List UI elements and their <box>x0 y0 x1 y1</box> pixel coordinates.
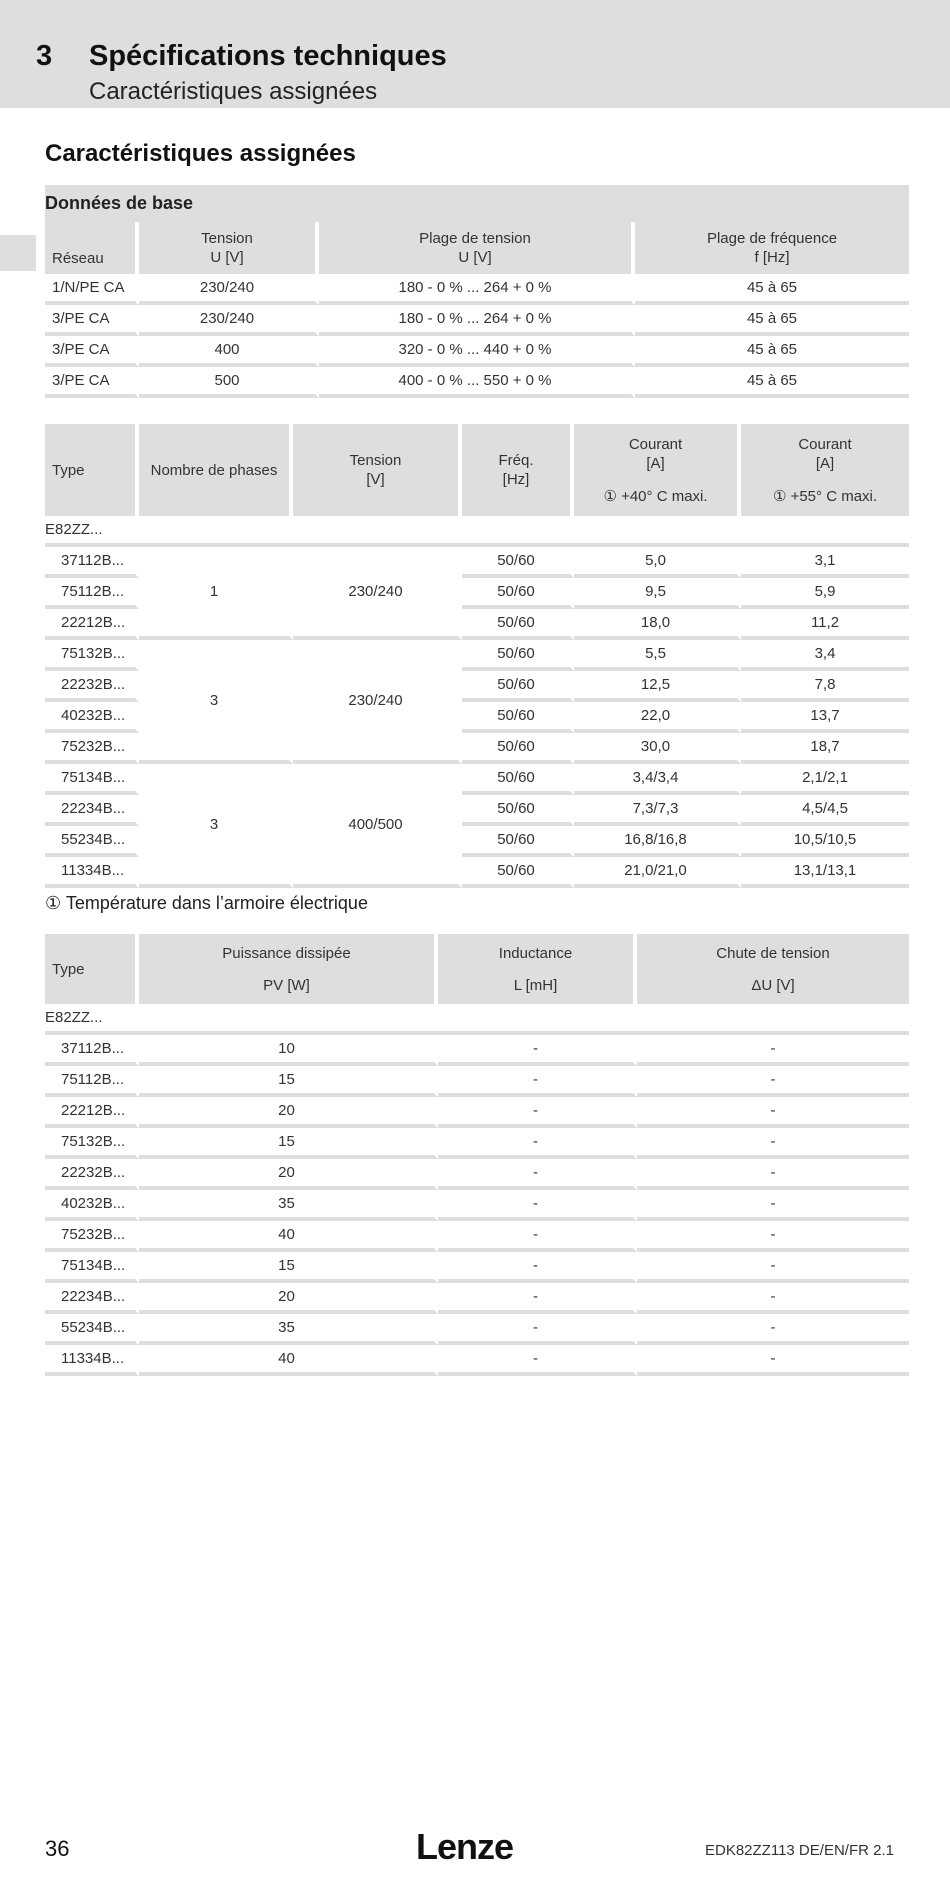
cell-power-loss: 10 <box>139 1035 438 1066</box>
cell-frequency: 50/60 <box>462 671 574 702</box>
cell-voltage: 230/240 <box>293 640 462 764</box>
header-note: ① +55° C maxi. <box>772 487 878 505</box>
cell-current-40: 7,3/7,3 <box>574 795 741 826</box>
header-label: Courant <box>798 435 852 453</box>
table-row <box>45 336 909 367</box>
cell-power-loss: 35 <box>139 1314 438 1345</box>
col-header-voltage-range <box>319 222 635 274</box>
cell-current-40: 21,0/21,0 <box>574 857 741 888</box>
col-header-type: Type <box>45 934 139 1004</box>
header-unit: f [Hz] <box>754 249 790 266</box>
chapter-title: Spécifications techniques <box>89 40 447 72</box>
cell-current-55: 18,7 <box>741 733 909 764</box>
cell-voltage-drop: - <box>637 1221 909 1252</box>
col-header-frequency-range <box>635 222 909 274</box>
cell-type: 75134B... <box>45 1252 139 1283</box>
cell-type: 22234B... <box>45 795 139 826</box>
cell-voltage-range: 320 - 0 % ... 440 + 0 % <box>319 336 635 367</box>
header-unit: L [mH] <box>513 976 558 994</box>
cell-current-55: 5,9 <box>741 578 909 609</box>
cell-inductance: - <box>438 1066 637 1097</box>
current-table <box>45 424 909 888</box>
cell-network: 1/N/PE CA <box>45 274 139 305</box>
cell-frequency-range: 45 à 65 <box>635 305 909 336</box>
table-row <box>45 1314 909 1345</box>
cell-inductance: - <box>438 1190 637 1221</box>
cell-frequency-range: 45 à 65 <box>635 367 909 398</box>
table-row <box>45 1128 909 1159</box>
cell-type: 22232B... <box>45 671 139 702</box>
cell-type: 55234B... <box>45 826 139 857</box>
header-note: ① +40° C maxi. <box>603 487 708 505</box>
cell-network: 3/PE CA <box>45 336 139 367</box>
cell-inductance: - <box>438 1159 637 1190</box>
cell-type: 37112B... <box>45 1035 139 1066</box>
cell-inductance: - <box>438 1283 637 1314</box>
cell-type: 75232B... <box>45 733 139 764</box>
cell-type: 40232B... <box>45 702 139 733</box>
table-row <box>45 1035 909 1066</box>
col-header-current-55 <box>741 424 909 516</box>
footnote: ① Température dans l’armoire électrique <box>45 893 368 913</box>
page-header <box>0 0 950 108</box>
cell-type: 22212B... <box>45 609 139 640</box>
cell-inductance: - <box>438 1221 637 1252</box>
header-unit: [V] <box>366 471 385 488</box>
cell-type: 22212B... <box>45 1097 139 1128</box>
cell-voltage: 230/240 <box>139 305 319 336</box>
header-label: Puissance dissipée <box>222 944 351 962</box>
lenze-logo: Lenze <box>416 1826 514 1867</box>
cell-inductance: - <box>438 1314 637 1345</box>
cell-inductance: - <box>438 1345 637 1376</box>
col-header-network: Réseau <box>45 222 139 274</box>
col-header-type: Type <box>45 424 139 516</box>
cell-current-40: 5,5 <box>574 640 741 671</box>
cell-current-40: 18,0 <box>574 609 741 640</box>
cell-power-loss: 35 <box>139 1190 438 1221</box>
cell-voltage-drop: - <box>637 1128 909 1159</box>
group-label: E82ZZ... <box>45 1004 909 1035</box>
cell-frequency-range: 45 à 65 <box>635 336 909 367</box>
cell-voltage: 400/500 <box>293 764 462 888</box>
cell-voltage-drop: - <box>637 1314 909 1345</box>
col-header-current-40 <box>574 424 741 516</box>
cell-power-loss: 20 <box>139 1097 438 1128</box>
cell-current-55: 13,7 <box>741 702 909 733</box>
cell-frequency: 50/60 <box>462 578 574 609</box>
header-label: Courant <box>628 435 683 453</box>
side-thumb-tab <box>0 235 36 271</box>
cell-frequency: 50/60 <box>462 826 574 857</box>
cell-voltage-range: 180 - 0 % ... 264 + 0 % <box>319 305 635 336</box>
cell-frequency: 50/60 <box>462 702 574 733</box>
cell-inductance: - <box>438 1128 637 1159</box>
cell-current-40: 12,5 <box>574 671 741 702</box>
col-header-voltage-drop <box>637 934 909 1004</box>
header-label: Tension <box>201 230 253 247</box>
header-label: Plage de tension <box>419 230 531 247</box>
cell-voltage-drop: - <box>637 1097 909 1128</box>
cell-type: 37112B... <box>45 547 139 578</box>
header-unit: ΔU [V] <box>751 976 795 994</box>
cell-power-loss: 15 <box>139 1128 438 1159</box>
cell-voltage: 230/240 <box>293 547 462 640</box>
cell-power-loss: 40 <box>139 1221 438 1252</box>
header-unit: [A] <box>815 454 835 472</box>
table-row <box>45 367 909 398</box>
cell-current-55: 7,8 <box>741 671 909 702</box>
cell-power-loss: 15 <box>139 1066 438 1097</box>
base-data-table <box>45 185 909 398</box>
cell-voltage-drop: - <box>637 1283 909 1314</box>
cell-type: 75112B... <box>45 1066 139 1097</box>
cell-voltage-drop: - <box>637 1190 909 1221</box>
table-row <box>45 1190 909 1221</box>
cell-frequency: 50/60 <box>462 609 574 640</box>
col-header-frequency <box>462 424 574 516</box>
header-unit: PV [W] <box>263 976 310 994</box>
cell-current-55: 3,1 <box>741 547 909 578</box>
cell-type: 75112B... <box>45 578 139 609</box>
header-unit: U [V] <box>210 249 244 266</box>
cell-voltage-range: 180 - 0 % ... 264 + 0 % <box>319 274 635 305</box>
cell-current-55: 4,5/4,5 <box>741 795 909 826</box>
table-row <box>45 764 909 795</box>
cell-power-loss: 15 <box>139 1252 438 1283</box>
cell-phases: 1 <box>139 547 293 640</box>
cell-current-40: 9,5 <box>574 578 741 609</box>
header-label: Chute de tension <box>716 944 830 962</box>
cell-phases: 3 <box>139 764 293 888</box>
cell-frequency: 50/60 <box>462 547 574 578</box>
col-header-voltage <box>139 222 319 274</box>
header-unit: U [V] <box>458 249 492 266</box>
table-row <box>45 1221 909 1252</box>
cell-current-55: 11,2 <box>741 609 909 640</box>
table-row <box>45 305 909 336</box>
cell-current-40: 5,0 <box>574 547 741 578</box>
cell-voltage: 230/240 <box>139 274 319 305</box>
cell-frequency: 50/60 <box>462 733 574 764</box>
cell-type: 75232B... <box>45 1221 139 1252</box>
cell-voltage-range: 400 - 0 % ... 550 + 0 % <box>319 367 635 398</box>
cell-type: 11334B... <box>45 857 139 888</box>
cell-frequency-range: 45 à 65 <box>635 274 909 305</box>
cell-type: 55234B... <box>45 1314 139 1345</box>
document-reference: EDK82ZZ113 DE/EN/FR 2.1 <box>705 1842 894 1859</box>
col-header-inductance <box>438 934 637 1004</box>
cell-voltage-drop: - <box>637 1066 909 1097</box>
cell-type: 75132B... <box>45 640 139 671</box>
cell-type: 11334B... <box>45 1345 139 1376</box>
cell-frequency: 50/60 <box>462 857 574 888</box>
col-header-power-loss <box>139 934 438 1004</box>
table-row <box>45 1252 909 1283</box>
table-row <box>45 1283 909 1314</box>
cell-current-55: 10,5/10,5 <box>741 826 909 857</box>
col-header-phases: Nombre de phases <box>139 424 293 516</box>
header-unit: [A] <box>646 454 665 472</box>
power-loss-table <box>45 934 909 1376</box>
table-row <box>45 1097 909 1128</box>
header-label: Inductance <box>498 944 573 962</box>
table-row <box>45 640 909 671</box>
cell-current-55: 13,1/13,1 <box>741 857 909 888</box>
cell-current-40: 3,4/3,4 <box>574 764 741 795</box>
header-label: Fréq. <box>498 452 534 469</box>
cell-network: 3/PE CA <box>45 367 139 398</box>
table-row <box>45 274 909 305</box>
cell-type: 75132B... <box>45 1128 139 1159</box>
cell-network: 3/PE CA <box>45 305 139 336</box>
cell-voltage: 500 <box>139 367 319 398</box>
cell-type: 75134B... <box>45 764 139 795</box>
cell-current-55: 3,4 <box>741 640 909 671</box>
header-unit: [Hz] <box>502 471 530 488</box>
table-caption: Données de base <box>45 185 909 222</box>
cell-current-40: 16,8/16,8 <box>574 826 741 857</box>
cell-frequency: 50/60 <box>462 795 574 826</box>
cell-current-40: 30,0 <box>574 733 741 764</box>
cell-phases: 3 <box>139 640 293 764</box>
cell-frequency: 50/60 <box>462 764 574 795</box>
table-row <box>45 547 909 578</box>
cell-current-55: 2,1/2,1 <box>741 764 909 795</box>
header-label: Tension <box>349 452 402 469</box>
cell-inductance: - <box>438 1252 637 1283</box>
col-header-voltage <box>293 424 462 516</box>
cell-voltage: 400 <box>139 336 319 367</box>
cell-voltage-drop: - <box>637 1035 909 1066</box>
cell-power-loss: 20 <box>139 1283 438 1314</box>
cell-voltage-drop: - <box>637 1159 909 1190</box>
cell-voltage-drop: - <box>637 1252 909 1283</box>
cell-type: 22234B... <box>45 1283 139 1314</box>
header-label: Plage de fréquence <box>706 230 838 247</box>
page-number: 36 <box>45 1836 70 1861</box>
cell-power-loss: 40 <box>139 1345 438 1376</box>
table-row <box>45 1345 909 1376</box>
cell-type: 22232B... <box>45 1159 139 1190</box>
cell-power-loss: 20 <box>139 1159 438 1190</box>
cell-frequency: 50/60 <box>462 640 574 671</box>
cell-current-40: 22,0 <box>574 702 741 733</box>
table-row <box>45 1066 909 1097</box>
chapter-subtitle: Caractéristiques assignées <box>89 78 378 105</box>
cell-inductance: - <box>438 1097 637 1128</box>
chapter-number: 3 <box>36 40 53 72</box>
cell-type: 40232B... <box>45 1190 139 1221</box>
group-label: E82ZZ... <box>45 516 909 547</box>
cell-voltage-drop: - <box>637 1345 909 1376</box>
section-title: Caractéristiques assignées <box>45 140 356 167</box>
table-row <box>45 1159 909 1190</box>
cell-inductance: - <box>438 1035 637 1066</box>
